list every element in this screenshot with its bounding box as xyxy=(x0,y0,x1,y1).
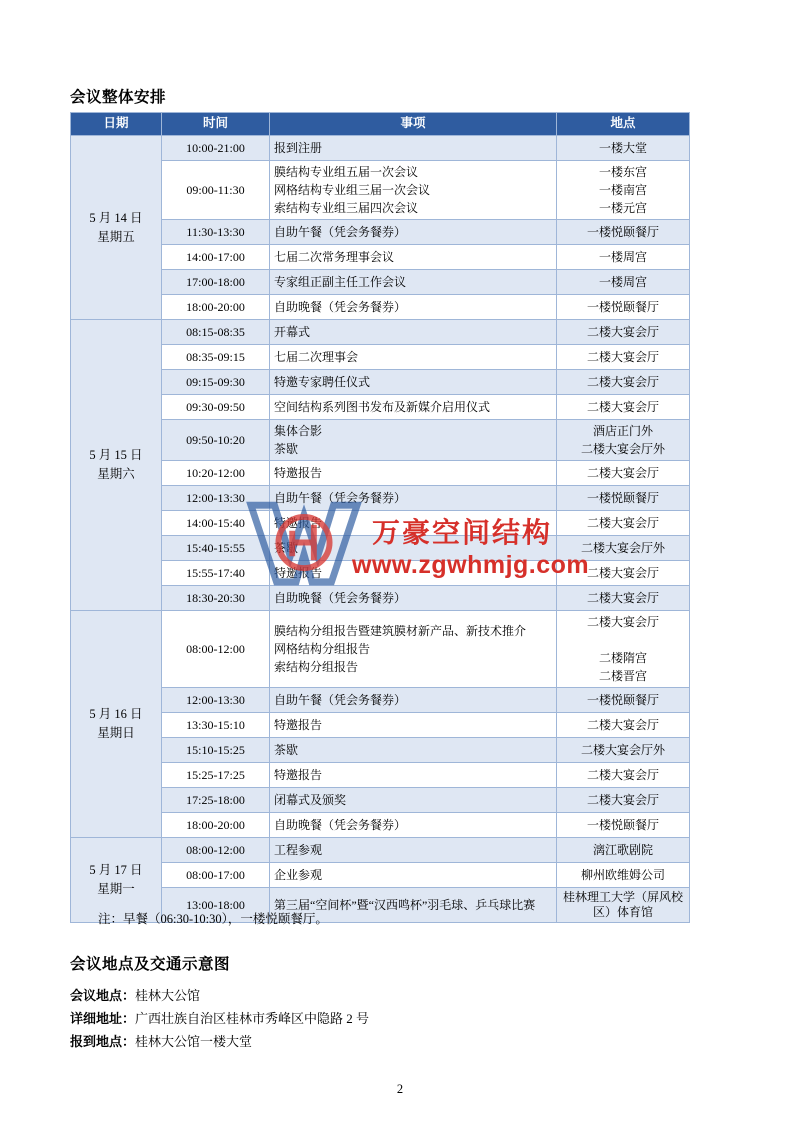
cell-item: 专家组正副主任工作会议 xyxy=(270,270,557,295)
cell-place: 一楼悦颐餐厅 xyxy=(557,486,690,511)
cell-item: 特邀报告 xyxy=(270,561,557,586)
table-row xyxy=(71,763,690,788)
cell-item: 特邀报告 xyxy=(270,713,557,738)
cell-item: 特邀报告 xyxy=(270,763,557,788)
cell-item: 报到注册 xyxy=(270,136,557,161)
cell-item: 自助晚餐（凭会务餐券） xyxy=(270,295,557,320)
cell-item: 自助午餐（凭会务餐券） xyxy=(270,486,557,511)
table-row xyxy=(71,320,690,345)
cell-time: 15:10-15:25 xyxy=(162,738,270,763)
cell-item: 自助午餐（凭会务餐券） xyxy=(270,688,557,713)
cell-item: 工程参观 xyxy=(270,838,557,863)
cell-item: 自助晚餐（凭会务餐券） xyxy=(270,586,557,611)
cell-time: 18:00-20:00 xyxy=(162,813,270,838)
cell-item: 特邀报告 xyxy=(270,461,557,486)
cell-time: 09:50-10:20 xyxy=(162,420,270,461)
cell-place: 柳州欧维姆公司 xyxy=(557,863,690,888)
watermark-brand: 万豪空间结构 xyxy=(372,517,553,548)
cell-place: 漓江歌剧院 xyxy=(557,838,690,863)
cell-time: 13:00-18:00 xyxy=(162,888,270,923)
table-row xyxy=(71,863,690,888)
cell-date: 5 月 17 日 星期一 xyxy=(71,838,162,923)
table-row xyxy=(71,611,690,688)
cell-place: 二楼大宴会厅 xyxy=(557,763,690,788)
cell-place: 酒店正门外 二楼大宴会厅外 xyxy=(557,420,690,461)
cell-item: 闭幕式及颁奖 xyxy=(270,788,557,813)
cell-item: 自助午餐（凭会务餐券） xyxy=(270,220,557,245)
venue-line-label: 详细地址： xyxy=(70,1010,136,1026)
cell-time: 13:30-15:10 xyxy=(162,713,270,738)
page-number: 2 xyxy=(396,1082,404,1096)
cell-place: 二楼大宴会厅 xyxy=(557,586,690,611)
table-row xyxy=(71,370,690,395)
venue-line-value: 桂林大公馆一楼大堂 xyxy=(135,1033,253,1049)
cell-place: 一楼悦颐餐厅 xyxy=(557,813,690,838)
cell-item: 特邀报告 xyxy=(270,511,557,536)
table-row xyxy=(71,561,690,586)
cell-place: 桂林理工大学（屏风校区）体育馆 xyxy=(557,888,690,923)
cell-item: 第三届“空间杯”暨“汉西鸣杯”羽毛球、乒乓球比赛 xyxy=(270,888,557,923)
cell-time: 18:30-20:30 xyxy=(162,586,270,611)
cell-time: 15:25-17:25 xyxy=(162,763,270,788)
cell-place: 一楼悦颐餐厅 xyxy=(557,688,690,713)
cell-item: 膜结构分组报告暨建筑膜材新产品、新技术推介 网格结构分组报告 索结构分组报告 xyxy=(270,611,557,688)
cell-place: 一楼周宫 xyxy=(557,270,690,295)
cell-item: 茶歇 xyxy=(270,738,557,763)
venue-line xyxy=(70,985,369,1008)
cell-item: 企业参观 xyxy=(270,863,557,888)
cell-time: 09:30-09:50 xyxy=(162,395,270,420)
cell-place: 二楼大宴会厅 xyxy=(557,511,690,536)
cell-item: 七届二次理事会 xyxy=(270,345,557,370)
cell-place: 二楼大宴会厅 二楼隋宫 二楼晋宫 xyxy=(557,611,690,688)
schedule-table xyxy=(70,112,690,923)
breakfast-note: 注：早餐（06:30-10:30），一楼悦颐餐厅。 xyxy=(98,912,328,926)
venue-line xyxy=(70,1008,369,1031)
table-row xyxy=(71,813,690,838)
cell-time: 09:15-09:30 xyxy=(162,370,270,395)
cell-time: 17:25-18:00 xyxy=(162,788,270,813)
venue-line-label: 会议地点： xyxy=(70,988,136,1003)
cell-item: 集体合影 茶歇 xyxy=(270,420,557,461)
column-header-place: 地点 xyxy=(557,113,690,136)
table-row xyxy=(71,536,690,561)
cell-place: 二楼大宴会厅 xyxy=(557,320,690,345)
table-header-row xyxy=(71,113,690,136)
table-row xyxy=(71,838,690,863)
cell-place: 二楼大宴会厅 xyxy=(557,713,690,738)
table-row xyxy=(71,136,690,161)
cell-time: 15:55-17:40 xyxy=(162,561,270,586)
table-row xyxy=(71,586,690,611)
cell-time: 08:15-08:35 xyxy=(162,320,270,345)
cell-place: 一楼东宫 一楼南宫 一楼元宫 xyxy=(557,161,690,220)
cell-place: 二楼大宴会厅 xyxy=(557,788,690,813)
cell-place: 一楼周宫 xyxy=(557,245,690,270)
table-row xyxy=(71,688,690,713)
table-row xyxy=(71,486,690,511)
cell-time: 18:00-20:00 xyxy=(162,295,270,320)
cell-date: 5 月 15 日 星期六 xyxy=(71,320,162,611)
cell-item: 茶歇 xyxy=(270,536,557,561)
venue-info xyxy=(70,985,369,1053)
cell-time: 10:20-12:00 xyxy=(162,461,270,486)
cell-item: 开幕式 xyxy=(270,320,557,345)
cell-place: 二楼大宴会厅 xyxy=(557,561,690,586)
cell-item: 特邀专家聘任仪式 xyxy=(270,370,557,395)
table-row xyxy=(71,295,690,320)
cell-time: 08:00-12:00 xyxy=(162,838,270,863)
table-row xyxy=(71,788,690,813)
table-row xyxy=(71,511,690,536)
cell-place: 一楼悦颐餐厅 xyxy=(557,220,690,245)
cell-date: 5 月 14 日 星期五 xyxy=(71,136,162,320)
table-row xyxy=(71,345,690,370)
cell-time: 11:30-13:30 xyxy=(162,220,270,245)
cell-place: 一楼悦颐餐厅 xyxy=(557,295,690,320)
table-row xyxy=(71,270,690,295)
cell-place: 二楼大宴会厅 xyxy=(557,461,690,486)
table-row xyxy=(71,420,690,461)
cell-time: 12:00-13:30 xyxy=(162,688,270,713)
cell-place: 二楼大宴会厅 xyxy=(557,345,690,370)
cell-time: 17:00-18:00 xyxy=(162,270,270,295)
cell-place: 二楼大宴会厅 xyxy=(557,370,690,395)
column-header-item: 事项 xyxy=(270,113,557,136)
watermark-url: www.zgwhmjg.com xyxy=(352,551,590,579)
cell-place: 二楼大宴会厅外 xyxy=(557,536,690,561)
cell-time: 08:00-17:00 xyxy=(162,863,270,888)
cell-item: 空间结构系列图书发布及新媒介启用仪式 xyxy=(270,395,557,420)
cell-time: 15:40-15:55 xyxy=(162,536,270,561)
cell-place: 二楼大宴会厅 xyxy=(557,395,690,420)
cell-item: 七届二次常务理事会议 xyxy=(270,245,557,270)
table-row xyxy=(71,395,690,420)
page-title-venue: 会议地点及交通示意图 xyxy=(70,956,231,973)
cell-time: 14:00-15:40 xyxy=(162,511,270,536)
cell-time: 08:00-12:00 xyxy=(162,611,270,688)
cell-time: 14:00-17:00 xyxy=(162,245,270,270)
venue-line-label: 报到地点： xyxy=(70,1033,136,1049)
venue-line-value: 广西壮族自治区桂林市秀峰区中隐路 2 号 xyxy=(135,1010,370,1026)
cell-time: 09:00-11:30 xyxy=(162,161,270,220)
cell-place: 一楼大堂 xyxy=(557,136,690,161)
column-header-date: 日期 xyxy=(71,113,162,136)
cell-time: 10:00-21:00 xyxy=(162,136,270,161)
table-row xyxy=(71,220,690,245)
table-row xyxy=(71,461,690,486)
venue-line-value: 桂林大公馆 xyxy=(135,988,201,1003)
cell-item: 膜结构专业组五届一次会议 网格结构专业组三届一次会议 索结构专业组三届四次会议 xyxy=(270,161,557,220)
table-row xyxy=(71,245,690,270)
table-row xyxy=(71,738,690,763)
table-row xyxy=(71,161,690,220)
cell-item: 自助晚餐（凭会务餐券） xyxy=(270,813,557,838)
cell-time: 12:00-13:30 xyxy=(162,486,270,511)
cell-date: 5 月 16 日 星期日 xyxy=(71,611,162,838)
page-title-schedule: 会议整体安排 xyxy=(70,89,167,106)
venue-line xyxy=(70,1031,369,1054)
cell-place: 二楼大宴会厅外 xyxy=(557,738,690,763)
table-row xyxy=(71,713,690,738)
column-header-time: 时间 xyxy=(162,113,270,136)
cell-time: 08:35-09:15 xyxy=(162,345,270,370)
